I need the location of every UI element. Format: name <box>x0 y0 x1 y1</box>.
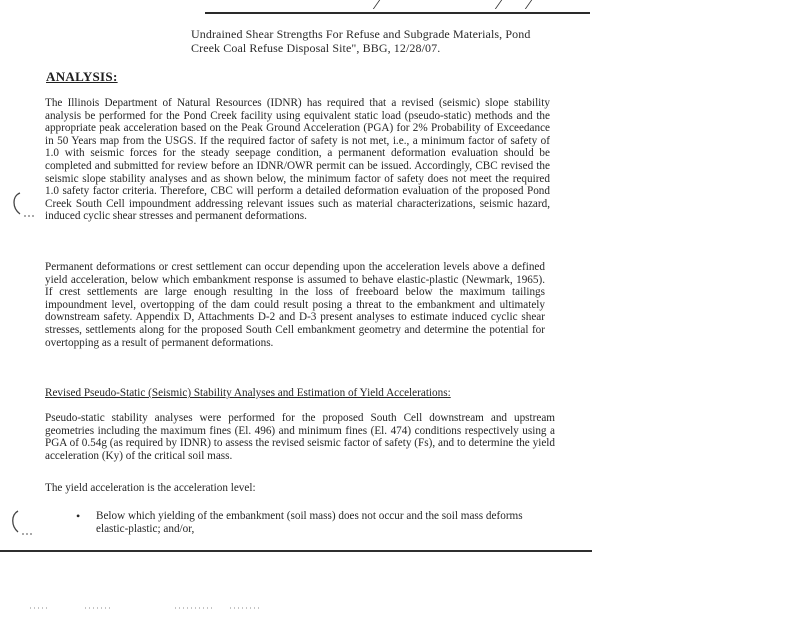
bullet-icon: • <box>76 509 81 523</box>
margin-bracket-icon <box>4 190 40 220</box>
subsection-heading: Revised Pseudo-Static (Seismic) Stability Analyses and Estimation of Yield Accelerations: <box>45 387 451 399</box>
bullet-text: Below which yielding of the embankment (soil mass) does not occur and the soil mass deforms elastic-plastic; and/or, <box>96 510 523 535</box>
paragraph-yield-acceleration-intro: The yield acceleration is the acceleration level: <box>45 482 256 494</box>
paragraph-permanent-deformations: Permanent deformations or crest settlement can occur depending upon the acceleration levels above a defined yield acceleration, below which embankment response is assumed to behave elastic-plastic (Newmark, 1965). If crest settlements are large enough resulting in the loss of freeboard below the maximum tailings impoundment level, overtopping of the dam could result posing a threat to the embankment and ultimately downstream safety. Appendix D, Attachments D-2 and D-3 present analyses to estimate induced cyclic shear stresses, settlements along for the proposed South Cell embankment geometry and determine the potential for overtopping as a result of permanent deformations. <box>45 261 545 349</box>
handwritten-mark <box>495 0 502 9</box>
paragraph-pseudo-static-analyses: Pseudo-static stability analyses were performed for the proposed South Cell downstream and upstream geometries including the maximum fines (El. 496) and minimum fines (El. 474) conditions respectively using a PGA of 0.54g (as required by IDNR) to assess the revised seismic factor of safety (Fs), and to determine the yield acceleration (Ky) of the critical soil mass. <box>45 412 555 462</box>
handwritten-mark <box>525 0 532 9</box>
top-rule-line <box>205 12 590 14</box>
bottom-rule-line <box>0 550 592 552</box>
margin-bracket-icon <box>4 508 40 538</box>
handwritten-mark <box>373 0 380 9</box>
reference-line-2: Creek Coal Refuse Disposal Site", BBG, 12/28/07. <box>191 41 441 55</box>
scan-artifact <box>30 604 270 612</box>
reference-citation <box>191 27 611 55</box>
reference-line-1: Undrained Shear Strengths For Refuse and Subgrade Materials, Pond <box>191 27 531 41</box>
paragraph-idnr-requirement: The Illinois Department of Natural Resources (IDNR) has required that a revised (seismic) slope stability analysis be performed for the Pond Creek facility using equivalent static load (pseudo-static) methods and the appropriate peak acceleration based on the Peak Ground Acceleration (PGA) for 2% Probability of Exceedance in 50 Years map from the USGS. If the required factor of safety is not met, i.e., a minimum factor of safety of 1.0 with seismic forces for the steady seepage condition, a permanent deformation evaluation should be completed and submitted for review before an IDNR/OWR permit can be issued. Accordingly, CBC revised the seismic slope stability analyses and as shown below, the minimum factor of safety does not meet the required 1.0 safety factor criteria. Therefore, CBC will perform a detailed deformation evaluation of the proposed Pond Creek South Cell impoundment addressing relevant issues such as material characterizations, seismic hazard, induced cyclic shear stresses and permanent deformations. <box>45 97 550 223</box>
section-heading: ANALYSIS: <box>46 69 118 84</box>
